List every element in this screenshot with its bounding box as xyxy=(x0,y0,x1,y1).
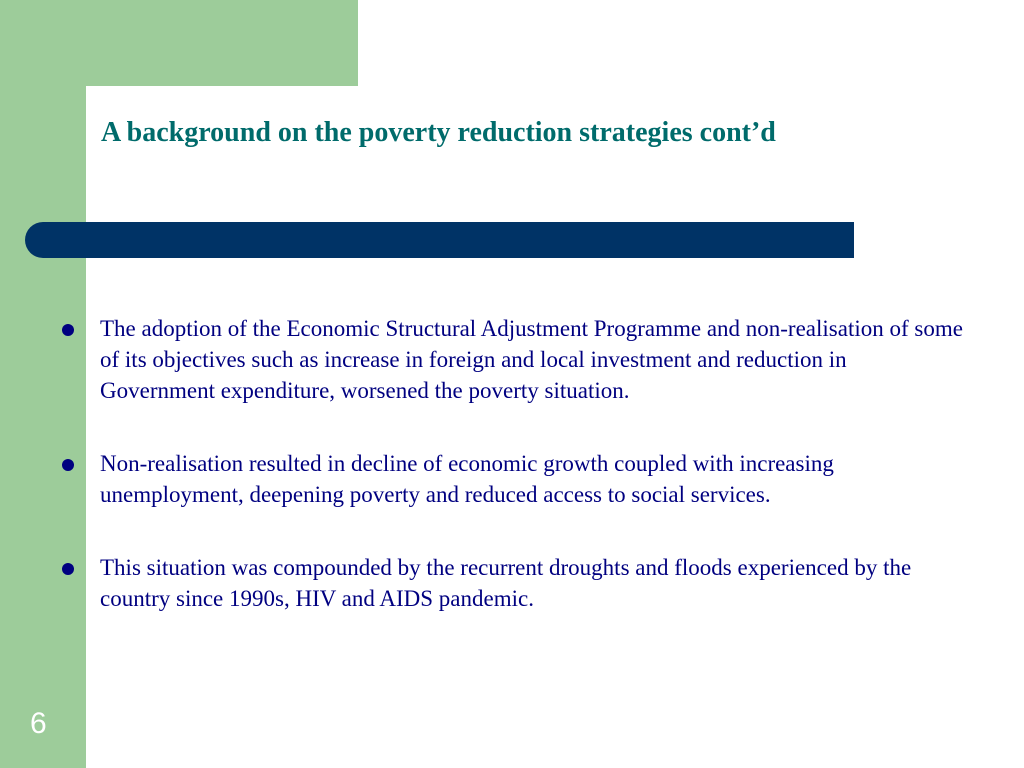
bullet-dot-icon xyxy=(62,324,74,336)
bullet-dot-icon xyxy=(62,563,74,575)
slide-title: A background on the poverty reduction strategies cont’d xyxy=(101,117,776,148)
bullet-item xyxy=(60,313,965,406)
bullet-dot-icon xyxy=(62,459,74,471)
bullet-text: This situation was compounded by the recurrent droughts and floods experienced by the country since 1990s, HIV and AIDS pandemic. xyxy=(100,555,912,611)
bullet-text: The adoption of the Economic Structural Adjustment Programme and non-realisation of some of its objectives such as increase in foreign and local investment and reduction in Government expenditure, worsened the poverty situation. xyxy=(100,316,963,403)
bullet-item xyxy=(60,448,965,510)
bullet-text: Non-realisation resulted in decline of economic growth coupled with increasing unemployment, deepening poverty and reduced access to social services. xyxy=(100,451,834,507)
page-number: 6 xyxy=(30,707,47,740)
bullet-item xyxy=(60,552,965,614)
title-divider-bar xyxy=(25,222,854,258)
top-green-band xyxy=(0,0,358,86)
bullet-list xyxy=(60,313,965,656)
